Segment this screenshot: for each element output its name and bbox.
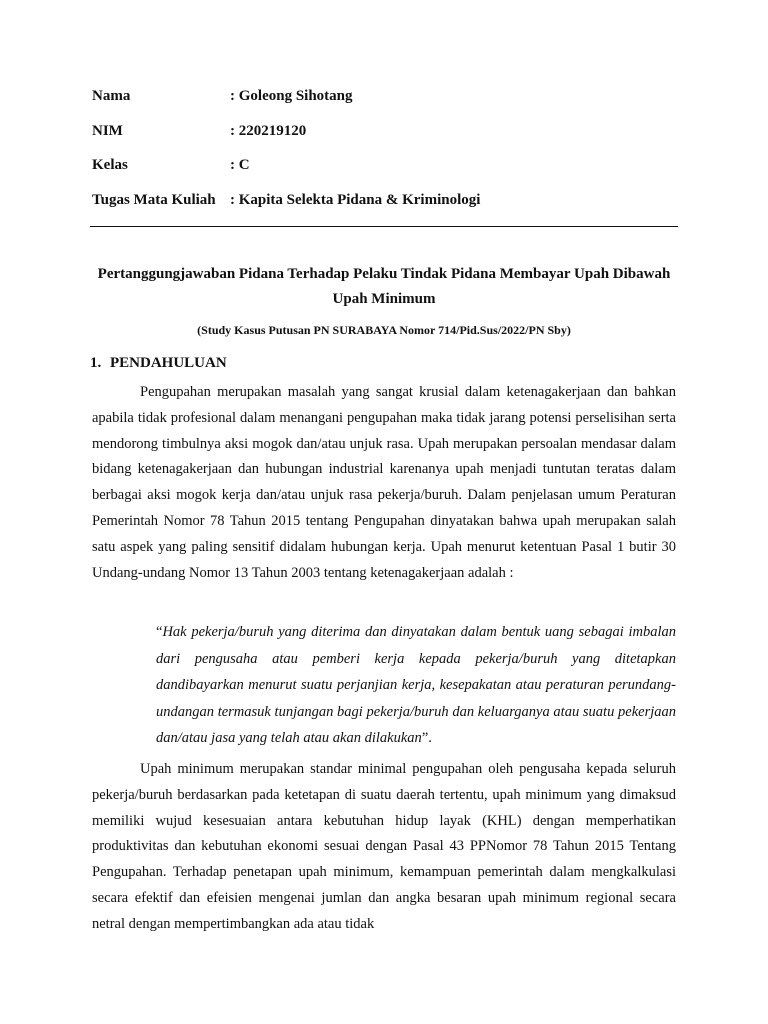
info-value: : C	[230, 157, 250, 173]
info-label: Tugas Mata Kuliah	[92, 191, 216, 208]
section-number: 1.	[90, 355, 102, 371]
info-value: : Goleong Sihotang	[230, 88, 353, 104]
paragraph-1: Pengupahan merupakan masalah yang sangat krusial dalam ketenagakerjaan dan bahkan apabila tidak profesional dalam menangani pengupahan maka tidak jarang potensi perselisihan serta mendorong timbulnya aksi mogok dan/atau unjuk rasa. Upah merupakan persoalan mendasar dalam bidang ketenagakerjaan dan hubungan industrial karenanya upah menjadi tuntutan teratas dalam berbagai aksi mogok kerja dan/atau unjuk rasa pekerja/buruh. Dalam penjelasan umum Peraturan Pemerintah Nomor 78 Tahun 2015 tentang Pengupahan dinyatakan bahwa upah merupakan salah satu aspek yang paling sensitif didalam hubungan kerja. Upah menurut ketentuan Pasal 1 butir 30 Undang-undang Nomor 13 Tahun 2003 tentang ketenagakerjaan adalah :	[92, 384, 676, 581]
info-label: Nama	[92, 88, 131, 104]
info-value: : 220219120	[230, 122, 307, 139]
info-value: : Kapita Selekta Pidana & Kriminologi	[230, 191, 481, 208]
section-title: PENDAHULUAN	[110, 355, 227, 371]
quote-close-mark: ”.	[421, 730, 432, 746]
info-row-nim	[92, 121, 480, 156]
info-label: NIM	[92, 122, 123, 139]
section-heading	[90, 353, 227, 373]
info-row-tugas	[92, 190, 480, 225]
paragraph-2: Upah minimum merupakan standar minimal pengupahan oleh pengusaha kepada seluruh pekerja/buruh berdasarkan pada ketetapan di suatu daerah tertentu, upah minimum yang dimaksud memiliki wujud kesesuaian antara kebutuhan hidup layak (KHL) dengan memperhatikan produktivitas dan kebutuhan ekonomi sesuai dengan Pasal 43 PPNomor 78 Tahun 2015 Tentang Pengupahan. Terhadap penetapan upah minimum, kemampuan pemerintah dalam mengkalkulasi secara efektif dan efeisien mengenai jumlan dan angka besaran upah minimum regional secara netral dengan mempertimbangkan ada atau tidak	[92, 761, 676, 932]
info-row-nama	[92, 86, 480, 121]
header-divider	[90, 226, 678, 227]
quote-text: Hak pekerja/buruh yang diterima dan dinyatakan dalam bentuk uang sebagai imbalan dari pengusaha atau pemberi kerja kepada pekerja/buruh yang ditetapkan dandibayarkan menurut suatu perjanjian kerja, kesepakatan atau peraturan perundang-undangan termasuk tunjangan bagi pekerja/buruh dan keluarganya atau suatu pekerjaan dan/atau jasa yang telah atau akan dilakukan	[156, 624, 676, 746]
document-subtitle: (Study Kasus Putusan PN SURABAYA Nomor 714/Pid.Sus/2022/PN Sby)	[197, 323, 571, 337]
block-quote	[156, 619, 676, 752]
info-label: Kelas	[92, 157, 128, 173]
info-row-kelas	[92, 155, 480, 190]
student-info-block	[92, 86, 480, 224]
document-title: Pertanggungjawaban Pidana Terhadap Pelaku Tindak Pidana Membayar Upah Dibawah Upah Minimum	[97, 266, 671, 307]
quote-open-mark: “	[156, 624, 163, 640]
